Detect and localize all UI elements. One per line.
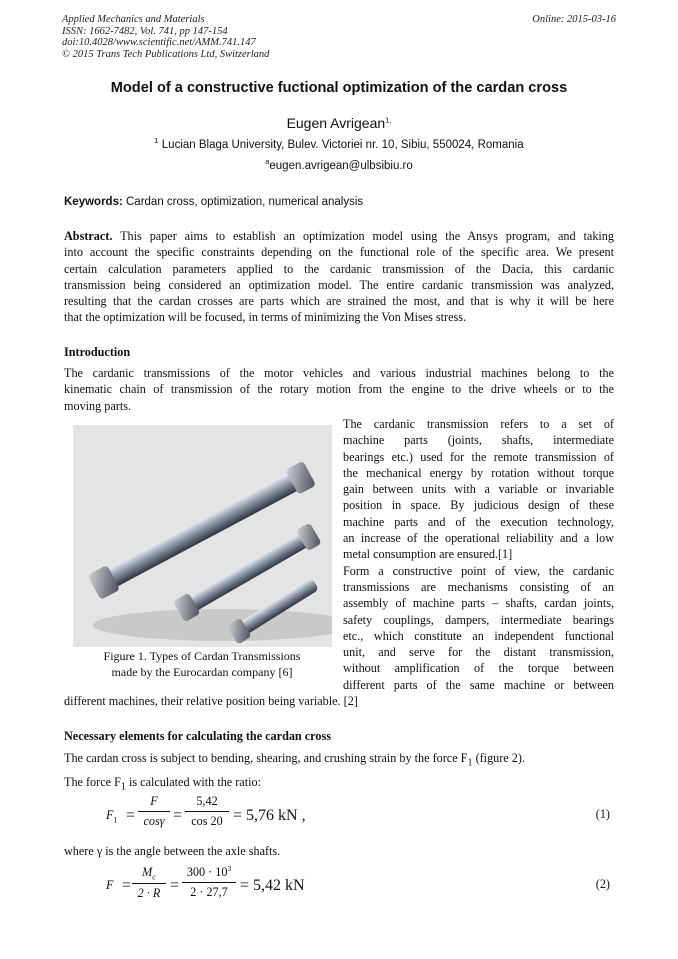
abstract-label: Abstract. xyxy=(64,229,113,243)
intro-line: moving parts. xyxy=(64,398,132,413)
column-line: The cardanic transmission refers to a set of xyxy=(343,417,614,431)
column-line: bearings etc.) used for the remote transmission of xyxy=(343,449,614,464)
abstract-line: that the optimization will be focused, in terms of minimizing the Von Mises stress. xyxy=(64,310,467,325)
keywords-text: Cardan cross, optimization, numerical analysis xyxy=(126,196,364,208)
column-line: different parts of the same machine or between xyxy=(343,677,614,692)
abstract-line: transmission being considered an optimization model. The entire cardanic transmission was analyzed, xyxy=(64,277,614,292)
introduction-paragraph xyxy=(64,365,614,414)
issn-info: ISSN: 1662-7482, Vol. 741, pp 147-154 xyxy=(62,25,228,37)
column-line: Form a constructive point of view, the cardanic xyxy=(343,563,614,578)
equation-number: (1) xyxy=(595,807,610,821)
column-line: etc., which constitute an independent functional xyxy=(343,628,614,643)
email-line xyxy=(0,157,678,172)
paper-title: Model of a constructive fuctional optimization of the cardan cross xyxy=(110,80,568,96)
abstract-line: Abstract. This paper aims to establish an optimization model using the Ansys program, and taking xyxy=(64,229,614,243)
caption-line: made by the Eurocardan company [6] xyxy=(111,665,293,679)
keywords-line xyxy=(64,196,363,208)
equation-1: $F_1$ = $\frac{F}{\cos\gamma}$ = $\frac{5,42}{\cos 20}$ = 5,76 kN , (1) xyxy=(106,794,610,828)
column-line: an increase of the operational reliability and a low xyxy=(343,531,614,546)
column-line: transmissions are mechanisms consisting of an xyxy=(343,579,614,594)
abstract-paragraph xyxy=(64,228,614,326)
column-line: the mechanical energy by rotation without torque xyxy=(343,465,614,480)
doi-info: doi:10.4028/www.scientific.net/AMM.741.147 xyxy=(62,37,256,48)
fraction: $\frac{300 \cdot 10^3}{2 \cdot 27,7}$ xyxy=(182,865,236,900)
fraction: $\frac{M_c}{2 \cdot R}$ xyxy=(132,865,166,901)
intro-closing-line: different machines, their relative position being variable. [2] xyxy=(64,694,358,708)
equation-explanation: where γ is the angle between the axle shafts. xyxy=(64,844,281,858)
column-line: unit, and serve for the distant transmission, xyxy=(343,645,614,660)
equation-result: = 5,76 kN , xyxy=(233,807,306,824)
introduction-heading: Introduction xyxy=(64,345,131,359)
figure-cardan-transmissions xyxy=(73,425,332,647)
affiliation-line xyxy=(0,136,678,151)
author-name: Eugen Avrigean xyxy=(286,115,386,131)
author-line xyxy=(0,115,678,131)
equation-2: F = $\frac{M_c}{2 \cdot R}$ = $\frac{300 \cdot 10^3}{2 \cdot 27,7}$ = 5,42 kN (2) xyxy=(106,863,610,901)
intro-line: The cardanic transmissions of the motor vehicles and various industrial machines belong to the xyxy=(64,366,614,380)
column-line: machine parts and of the execution technology, xyxy=(343,514,614,529)
column-line: gain between units with a variable or invariable xyxy=(343,482,614,497)
copyright-info: © 2015 Trans Tech Publications Ltd, Switzerland xyxy=(62,48,270,60)
abstract-line: into account the specific constraints depending on the functional role of the specific area. We present xyxy=(64,245,614,260)
abstract-line: certain calculation parameters applied to the cardanic transmission of the Dacia, this cardanic xyxy=(64,261,614,276)
column-line: assembly of machine parts – shafts, cardan joints, xyxy=(343,596,614,611)
equation-result: = 5,42 kN xyxy=(240,877,305,894)
column-line: safety couplings, dampers, intermediate bearings xyxy=(343,612,614,627)
keywords-label: Keywords: xyxy=(64,196,123,208)
email-superscript: a xyxy=(265,157,270,167)
intro-column-paragraph xyxy=(343,416,614,693)
author-email: eugen.avrigean@ulbsibiu.ro xyxy=(269,160,413,172)
caption-line: Figure 1. Types of Cardan Transmissions xyxy=(103,649,301,663)
column-line: position in space. By judicious design of these xyxy=(343,498,614,513)
fraction: $\frac{F}{\cos\gamma}$ xyxy=(138,794,170,829)
affiliation-text: Lucian Blaga University, Bulev. Victoriei nr. 10, Sibiu, 550024, Romania xyxy=(161,139,524,151)
fraction: $\frac{5,42}{\cos 20}$ xyxy=(185,794,229,829)
abstract-line: resulting that the cardan crosses are parts which are strained the most, and that is why it will be here xyxy=(64,294,614,309)
section-line: The force $F_1$ is calculated with the ratio: xyxy=(64,775,261,793)
journal-name: Applied Mechanics and Materials xyxy=(62,14,205,25)
author-superscript: 1, xyxy=(385,115,392,125)
equation-number: (2) xyxy=(595,877,610,891)
section-line: The cardan cross is subject to bending, shearing, and crushing strain by the force $F_1$ (figure 2). xyxy=(64,751,525,769)
online-date: Online: 2015-03-16 xyxy=(532,14,616,25)
intro-line: kinematic chain of transmission of the rotary motion from the engine to the drive wheels or to the xyxy=(64,382,614,397)
figure-1-caption xyxy=(62,648,342,680)
cardan-shafts-illustration xyxy=(73,425,332,647)
running-header xyxy=(62,14,269,60)
section-heading: Necessary elements for calculating the cardan cross xyxy=(64,729,331,743)
affiliation-superscript: 1 xyxy=(154,136,159,146)
column-line: machine parts (joints, shafts, intermediate xyxy=(343,433,614,448)
column-line: without amplification of the torque between xyxy=(343,661,614,676)
column-line: metal consumption are ensured.[1] xyxy=(343,547,513,562)
